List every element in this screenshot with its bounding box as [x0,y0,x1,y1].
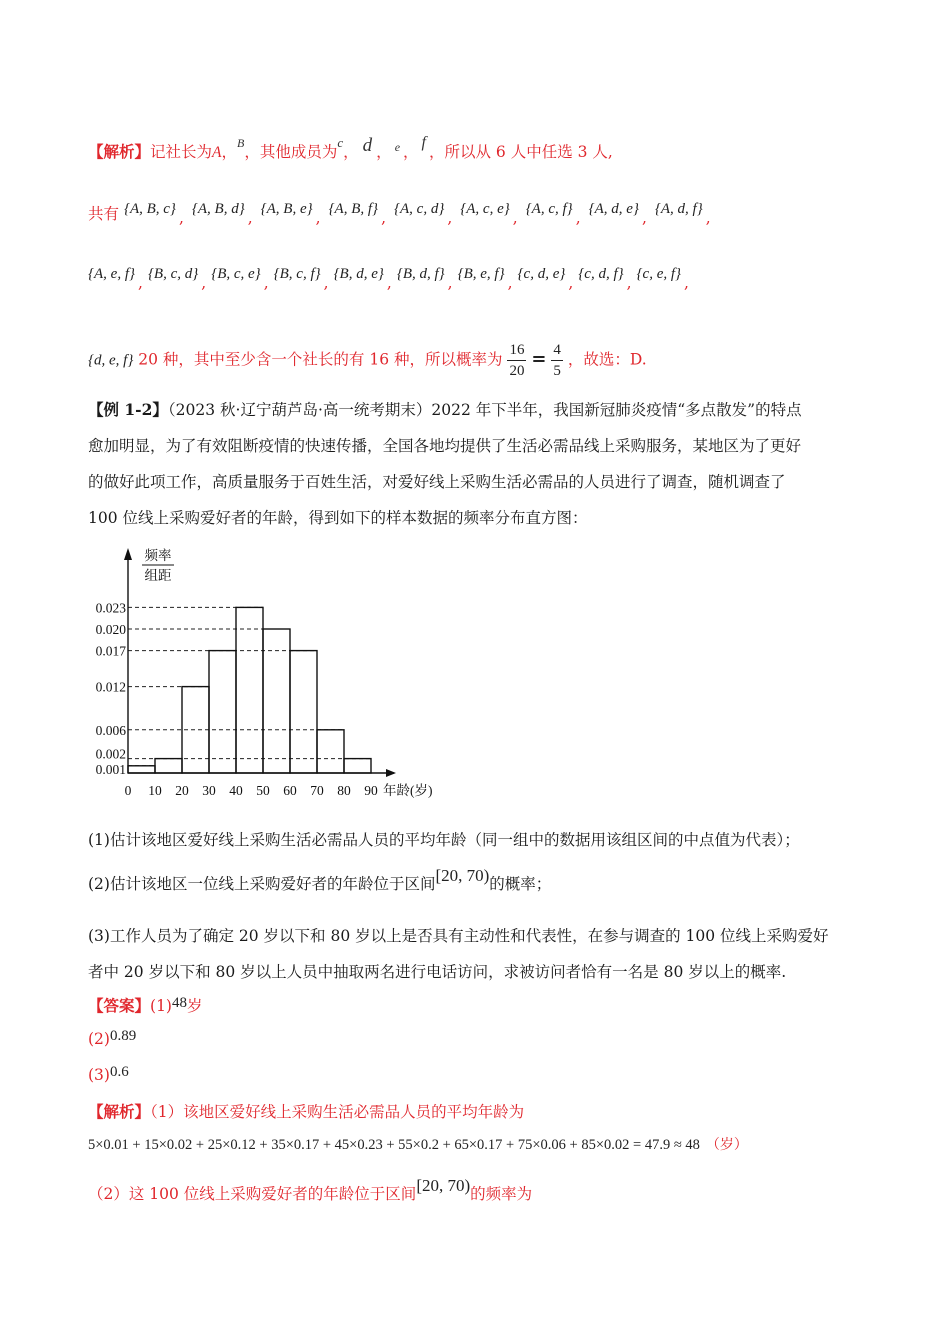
answer-1-unit: 岁 [186,997,203,1015]
sets-row2-container [88,264,694,292]
histogram-bar [344,759,371,773]
set-item: {A, B, f} [328,201,379,217]
set-separator: , [263,274,269,292]
y-tick-label: 0.002 [95,746,126,762]
letter-d: d [362,135,373,156]
x-axis-arrow [386,769,396,777]
set-separator: , [201,274,207,292]
histogram-bar [236,607,263,773]
fraction-4-5 [551,340,563,381]
set-separator: , [386,274,392,292]
sep4: ， [403,143,419,161]
answer-3-value: 0.6 [109,1064,129,1080]
set-separator: , [575,209,581,227]
answer-line1 [88,994,203,1016]
letter-c: c [337,135,344,150]
x-tick-label: 20 [175,783,189,798]
set-item: {c, d, f} [578,266,624,282]
set-separator: , [178,209,184,227]
analysis2-label: 【解析】 [88,1102,151,1121]
sep1: ， [221,143,238,161]
question-2-text-a: (2)估计该地区一位线上采购爱好者的年龄位于区间 [88,875,436,893]
analysis2-text-line1: （1）该地区爱好线上采购生活必需品人员的平均年龄为 [150,1103,525,1121]
y-tick-label: 0.023 [95,600,126,616]
x-tick-label: 80 [337,783,351,798]
y-axis-label-top: 频率 [144,548,172,563]
analysis2-line3 [88,1176,533,1204]
question-3-line2: 者中 20 岁以下和 80 岁以上人员中抽取两名进行电话访问，求被访问者恰有一名是 80 岁以上的概率. [88,963,787,981]
fraction-16-20 [507,340,526,381]
set-separator: , [507,274,513,292]
answer-line2 [88,1030,136,1049]
set-item: {A, c, f} [525,201,573,217]
sep2: ， [343,143,359,161]
set-item: {c, d, e} [517,266,566,282]
x-tick-label: 70 [310,783,324,798]
set-item: {A, B, d} [191,201,245,217]
set-separator: , [684,274,689,292]
example-text-line1: （2023 秋·辽宁葫芦岛·高一统考期末）2022 年下半年，我国新冠肺炎疫情“多点散发”的特点 [167,401,802,419]
set-separator: , [315,209,321,227]
question-2-text-b: 的概率； [489,875,552,893]
set-separator: , [381,209,386,227]
set-item: {A, c, d} [394,201,445,217]
analysis2-text-line3a: （2）这 100 位线上采购爱好者的年龄位于区间 [88,1185,417,1203]
set-item: {B, d, e} [333,266,384,282]
analysis1-row3-end: ，故选：D. [567,350,647,369]
set-item: {A, d, e} [588,201,639,217]
set-item: {c, e, f} [636,266,682,282]
example-line3: 的做好此项工作，高质量服务于百姓生活，对爱好线上采购生活必需品的人员进行了调查，随机调查了 [88,473,786,491]
set-separator: , [447,209,453,227]
analysis1-text-a: 记社长为 [150,143,213,161]
set-item: {B, c, f} [273,266,321,282]
y-tick-label: 0.017 [95,643,126,659]
analysis1-row3-text: 20 种，其中至少含一个社长的有 16 种，所以概率为 [138,350,503,369]
answer-label: 【答案】 [88,996,151,1015]
set-item: {A, d, f} [654,201,703,217]
analysis2-formula-line [88,1134,748,1154]
set-item: {A, e, f} [88,266,135,282]
example-line4: 100 位线上采购爱好者的年龄，得到如下的样本数据的频率分布直方图： [88,509,588,527]
question-3-line1: (3)工作人员为了确定 20 岁以下和 80 岁以上是否具有主动性和代表性，在参与调查的 100 位线上采购爱好 [88,927,829,945]
frac2-numerator: 4 [551,340,563,361]
answer-1-number: (1) [150,997,172,1015]
example-label: 【例 1-2】 [88,400,168,419]
analysis1-sets-row1 [88,196,868,227]
set-separator: , [247,209,253,227]
gong-you-label: 共有 [88,205,120,223]
set-def: {d, e, f} [88,352,134,369]
analysis1-sets-row2 [88,264,868,292]
letter-e: e [394,140,401,154]
set-item: {B, c, d} [147,266,199,282]
answer-line3 [88,1066,129,1085]
analysis1-text-c: ，所以从 6 人中任选 3 人, [428,143,613,161]
frac1-denominator: 20 [509,363,525,379]
analysis2-interval: [20, 70) [416,1176,471,1195]
histogram-bar [317,730,344,773]
set-separator: , [512,209,518,227]
mean-formula: 5×0.01 + 15×0.02 + 25×0.12 + 35×0.17 + 45×0.23 + 55×0.2 + 65×0.17 + 75×0.06 + 85×0.02 = 47.9 ≈ 48 [88,1137,700,1153]
x-tick-label: 10 [148,783,162,798]
y-tick-label: 0.006 [95,722,126,738]
analysis2-text-line3b: 的频率为 [470,1185,533,1203]
sets-row1-container [123,199,719,227]
analysis1-label: 【解析】 [88,142,151,161]
histogram-bar [290,651,317,773]
example-line1 [88,398,802,420]
set-separator: , [568,274,574,292]
x-axis-label: 年龄(岁) [383,783,433,798]
letter-A: A [212,144,222,161]
analysis1-text-b: ，其他成员为 [244,143,338,161]
set-separator: , [138,274,143,292]
set-separator: , [626,274,632,292]
set-item: {B, d, f} [396,266,445,282]
y-axis-arrow [124,548,132,560]
x-tick-label: 50 [256,783,270,798]
y-tick-label: 0.012 [95,679,126,695]
question-2-interval: [20, 70) [435,866,490,885]
letter-f: f [421,134,426,151]
answer-3-number: (3) [88,1066,110,1084]
set-separator: , [641,209,647,227]
set-item: {A, c, e} [460,201,510,217]
y-axis-label-bottom: 组距 [144,568,172,583]
equals-sign: = [531,348,547,370]
histogram-bar [128,766,155,773]
question-2 [88,866,552,894]
frac2-denominator: 5 [553,363,561,379]
x-tick-label: 30 [202,783,216,798]
set-item: {B, c, e} [211,266,261,282]
frequency-histogram [86,540,466,810]
letter-B: B [237,136,245,150]
set-item: {B, e, f} [457,266,505,282]
histogram-bar [155,759,182,773]
x-tick-label: 90 [364,783,378,798]
x-tick-label: 40 [229,783,243,798]
question-1: (1)估计该地区爱好线上采购生活必需品人员的平均年龄（同一组中的数据用该组区间的中点值为代表）； [88,831,800,849]
answer-2-value: 0.89 [109,1028,137,1044]
analysis1-conclusion-line [88,340,647,381]
sep3: ， [376,143,392,161]
analysis2-line1 [88,1100,524,1122]
set-item: {A, B, e} [260,201,313,217]
y-tick-label: 0.001 [95,761,126,777]
set-separator: , [323,274,329,292]
frac1-numerator: 16 [507,340,526,361]
y-tick-label: 0.020 [95,622,126,637]
set-separator: , [447,274,453,292]
x-tick-label: 60 [283,783,297,798]
answer-2-number: (2) [88,1030,110,1048]
set-item: {A, B, c} [123,201,176,217]
histogram-bar [209,651,236,773]
analysis1-intro-line [88,134,613,163]
answer-1-value: 48 [171,995,187,1011]
set-separator: , [705,209,711,227]
x-tick-label: 0 [124,783,132,798]
formula-unit: （岁） [705,1137,748,1153]
example-line2: 愈加明显，为了有效阻断疫情的快速传播，全国各地均提供了生活必需品线上采购服务，某地区为了更好 [88,437,802,455]
